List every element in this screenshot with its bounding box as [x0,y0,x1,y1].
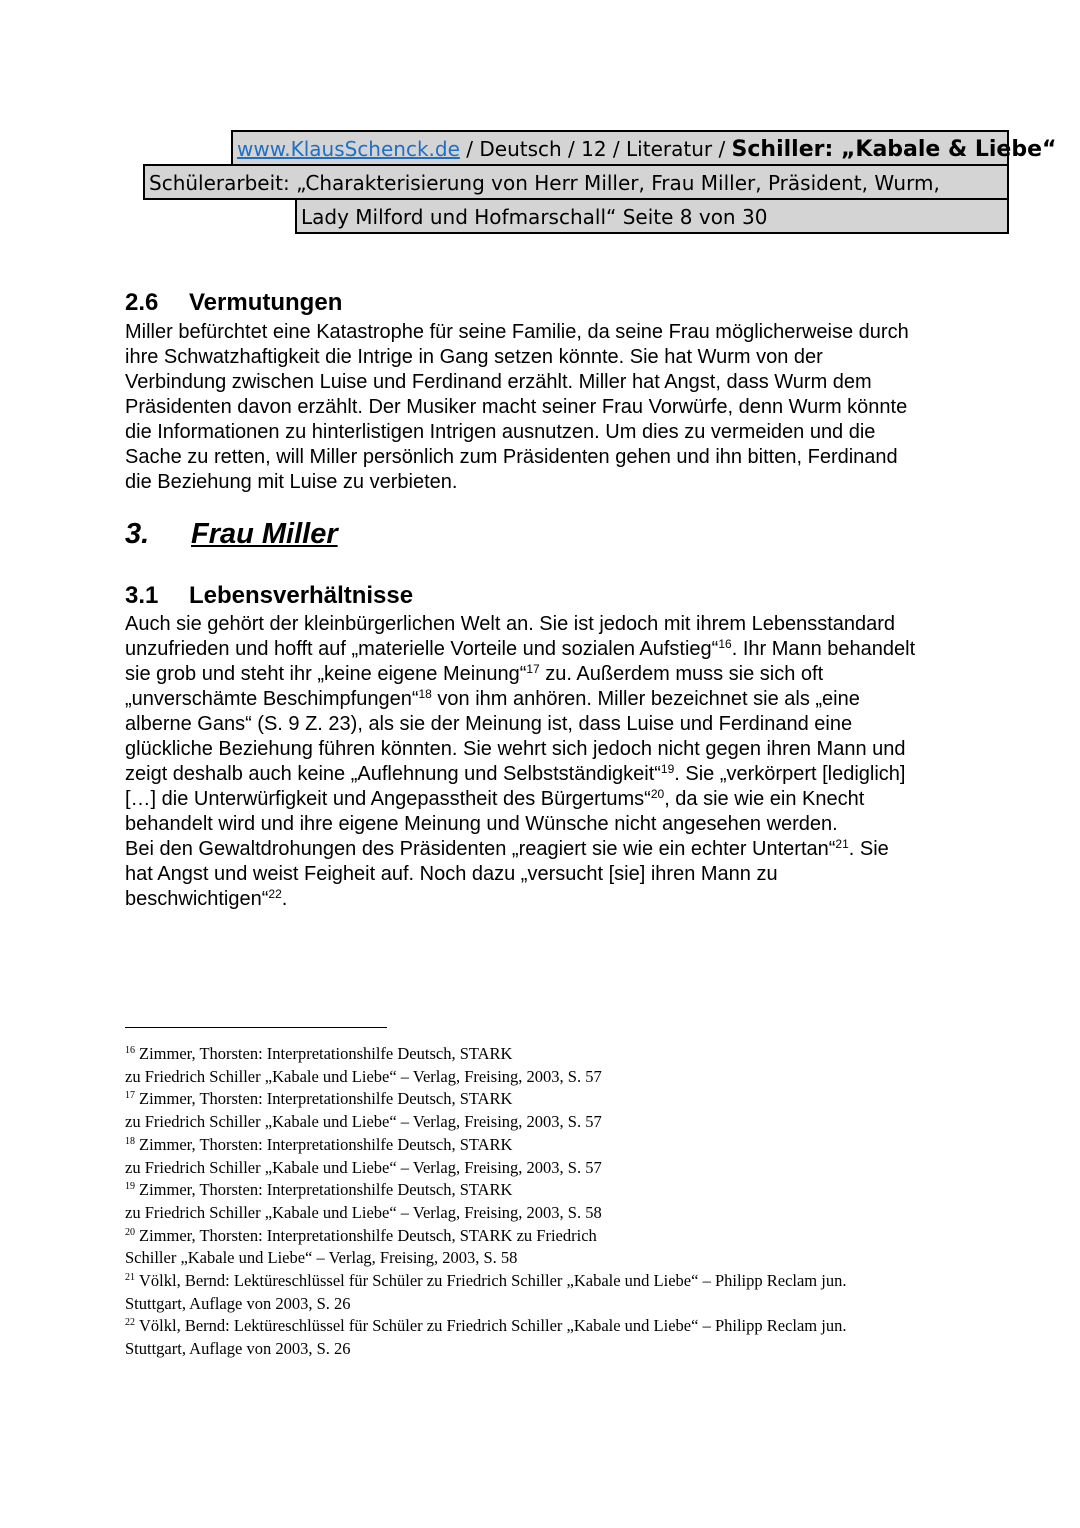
section-title: Vermutungen [189,289,343,316]
footnote-number: 17 [125,1090,135,1102]
footnote-number: 18 [125,1135,135,1147]
footnote-text: Zimmer, Thorsten: Interpretationshilfe Deutsch, STARK [139,1044,513,1063]
line-text-after: . Sie „verkörpert [lediglich] [674,763,906,785]
footnotes [125,1043,1025,1361]
line-text-after: von ihm anhören. Miller bezeichnet sie als „eine [431,688,860,710]
footnote-line [125,1338,1025,1361]
footnote-number: 21 [125,1272,135,1284]
paragraph-line: Sache zu retten, will Miller persönlich zum Präsidenten gehen und ihn bitten, Ferdinand [125,446,898,468]
footnote-line [125,1157,1025,1180]
footnote-text: Zimmer, Thorsten: Interpretationshilfe Deutsch, STARK [139,1089,513,1109]
paragraph-line [125,662,965,687]
section-number: 2.6 [125,289,159,316]
footnote-text: Zimmer, Thorsten: Interpretationshilfe Deutsch, STARK zu Friedrich [139,1225,597,1245]
paragraph-line [125,762,965,787]
chapter-heading-3 [125,518,338,551]
line-text-after: . Ihr Mann behandelt [731,638,916,660]
chapter-title: Frau Miller [191,518,338,550]
paragraph-line [125,637,965,662]
footnote-number: 19 [125,1181,135,1193]
paragraph-line [125,687,965,712]
header-line-1 [231,130,1057,166]
footnote-number: 22 [125,1317,135,1329]
footnote-text: Völkl, Bernd: Lektüreschlüssel für Schüler zu Friedrich Schiller „Kabale und Liebe“ – Philipp Reclam jun. [139,1316,847,1336]
footnote-text: zu Friedrich Schiller „Kabale und Liebe“ – Verlag, Freising, 2003, S. 57 [125,1157,602,1177]
paragraph-line [125,887,965,912]
paragraph-line: Miller befürchtet eine Katastrophe für seine Familie, da seine Frau möglicherweise durch [125,321,909,343]
header-line-3 [295,198,1009,234]
header-path: / Deutsch / 12 / Literatur / [459,137,732,161]
header-page-info: Lady Milford und Hofmarschall“ Seite 8 von 30 [301,205,768,229]
site-link[interactable]: www.KlausSchenck.de [237,137,460,161]
line-text: […] die Unterwürfigkeit und Angepasstheit des Bürgertums“ [125,788,651,810]
section-number: 3.1 [125,582,159,609]
paragraph-line: Präsidenten davon erzählt. Der Musiker macht seiner Frau Vorwürfe, denn Wurm könnte [125,396,908,418]
footnote-text: Völkl, Bernd: Lektüreschlüssel für Schüler zu Friedrich Schiller „Kabale und Liebe“ – Philipp Reclam jun. [139,1271,847,1291]
paragraph-line: die Beziehung mit Luise zu verbieten. [125,471,458,493]
paragraph-line: die Informationen zu hinterlistigen Intrigen ausnutzen. Um dies zu vermeiden und die [125,421,876,443]
footnote-text: Zimmer, Thorsten: Interpretationshilfe Deutsch, STARK [139,1134,513,1154]
header-line-2 [143,164,1009,200]
footnote-line [125,1315,1025,1338]
footnote-line [125,1111,1025,1134]
section-heading-3-1 [125,582,413,610]
footnote-number: 16 [125,1045,135,1056]
line-text: „unverschämte Beschimpfungen“ [125,688,419,710]
line-text: behandelt wird und ihre eigene Meinung und Wünsche nicht angesehen werden. [125,813,838,835]
line-text: glückliche Beziehung führen könnten. Sie wehrt sich jedoch nicht gegen ihren Mann und [125,738,906,760]
footnote-separator [125,1027,387,1028]
line-text-after: , da sie wie ein Knecht [664,788,865,810]
paragraph-line [125,612,965,637]
line-text: beschwichtigen“ [125,888,269,910]
line-text: hat Angst und weist Feigheit auf. Noch dazu „versucht [sie] ihren Mann zu [125,863,778,885]
footnote-ref: 16 [718,637,732,651]
footnote-text: zu Friedrich Schiller „Kabale und Liebe“ – Verlag, Freising, 2003, S. 57 [125,1112,602,1132]
line-text: alberne Gans“ (S. 9 Z. 23), als sie der Meinung ist, dass Luise und Ferdinand eine [125,713,853,735]
footnote-text: Schiller „Kabale und Liebe“ – Verlag, Freising, 2003, S. 58 [125,1248,518,1268]
footnote-text: Stuttgart, Auflage von 2003, S. 26 [125,1339,351,1359]
header-work-title: Schiller: „Kabale & Liebe“ [731,137,1057,162]
paragraph-line [125,812,965,837]
line-text: zeigt deshalb auch keine „Auflehnung und Selbstständigkeit“ [125,763,661,785]
section-2-6-body [125,320,965,495]
footnote-text: Zimmer, Thorsten: Interpretationshilfe Deutsch, STARK [139,1180,513,1200]
footnote-line [125,1225,1025,1248]
paragraph-line [125,837,965,862]
section-3-1-body [125,612,965,912]
line-text: sie grob und steht ihr „keine eigene Meinung“ [125,663,527,685]
footnote-ref: 21 [835,837,849,851]
footnote-line [125,1247,1025,1270]
paragraph-line [125,737,965,762]
footnote-text: zu Friedrich Schiller „Kabale und Liebe“ – Verlag, Freising, 2003, S. 57 [125,1066,602,1086]
footnote-line [125,1088,1025,1111]
footnote-text: zu Friedrich Schiller „Kabale und Liebe“ – Verlag, Freising, 2003, S. 58 [125,1202,602,1222]
footnote-ref: 17 [526,662,540,676]
line-text-after: zu. Außerdem muss sie sich oft [539,663,824,685]
section-title: Lebensverhältnisse [189,582,414,609]
line-text-after: . [281,888,288,910]
section-heading-2-6 [125,289,342,317]
header-assignment: Schülerarbeit: „Charakterisierung von Herr Miller, Frau Miller, Präsident, Wurm, [149,171,940,195]
footnote-line [125,1066,1025,1089]
footnote-number: 20 [125,1226,135,1238]
paragraph-line: Verbindung zwischen Luise und Ferdinand erzählt. Miller hat Angst, dass Wurm dem [125,371,872,393]
footnote-ref: 22 [268,887,282,901]
paragraph-line: ihre Schwatzhaftigkeit die Intrige in Gang setzen könnte. Sie hat Wurm von der [125,346,823,368]
line-text: Auch sie gehört der kleinbürgerlichen Welt an. Sie ist jedoch mit ihrem Lebensstandard [125,613,896,635]
line-text-after: . Sie [848,838,889,860]
footnote-line [125,1179,1025,1202]
footnote-line [125,1043,1025,1066]
line-text: Bei den Gewaltdrohungen des Präsidenten „reagiert sie wie ein echter Untertan“ [125,838,836,860]
chapter-number: 3. [125,518,150,550]
paragraph-line [125,787,965,812]
footnote-line [125,1134,1025,1157]
paragraph-line [125,862,965,887]
footnote-line [125,1202,1025,1225]
paragraph-line [125,712,965,737]
footnote-text: Stuttgart, Auflage von 2003, S. 26 [125,1293,351,1313]
footnote-line [125,1293,1025,1316]
footnote-ref: 18 [418,687,432,701]
footnote-line [125,1270,1025,1293]
footnote-ref: 20 [650,787,665,801]
line-text: unzufrieden und hofft auf „materielle Vorteile und sozialen Aufstieg“ [125,638,719,660]
footnote-ref: 19 [660,762,675,776]
